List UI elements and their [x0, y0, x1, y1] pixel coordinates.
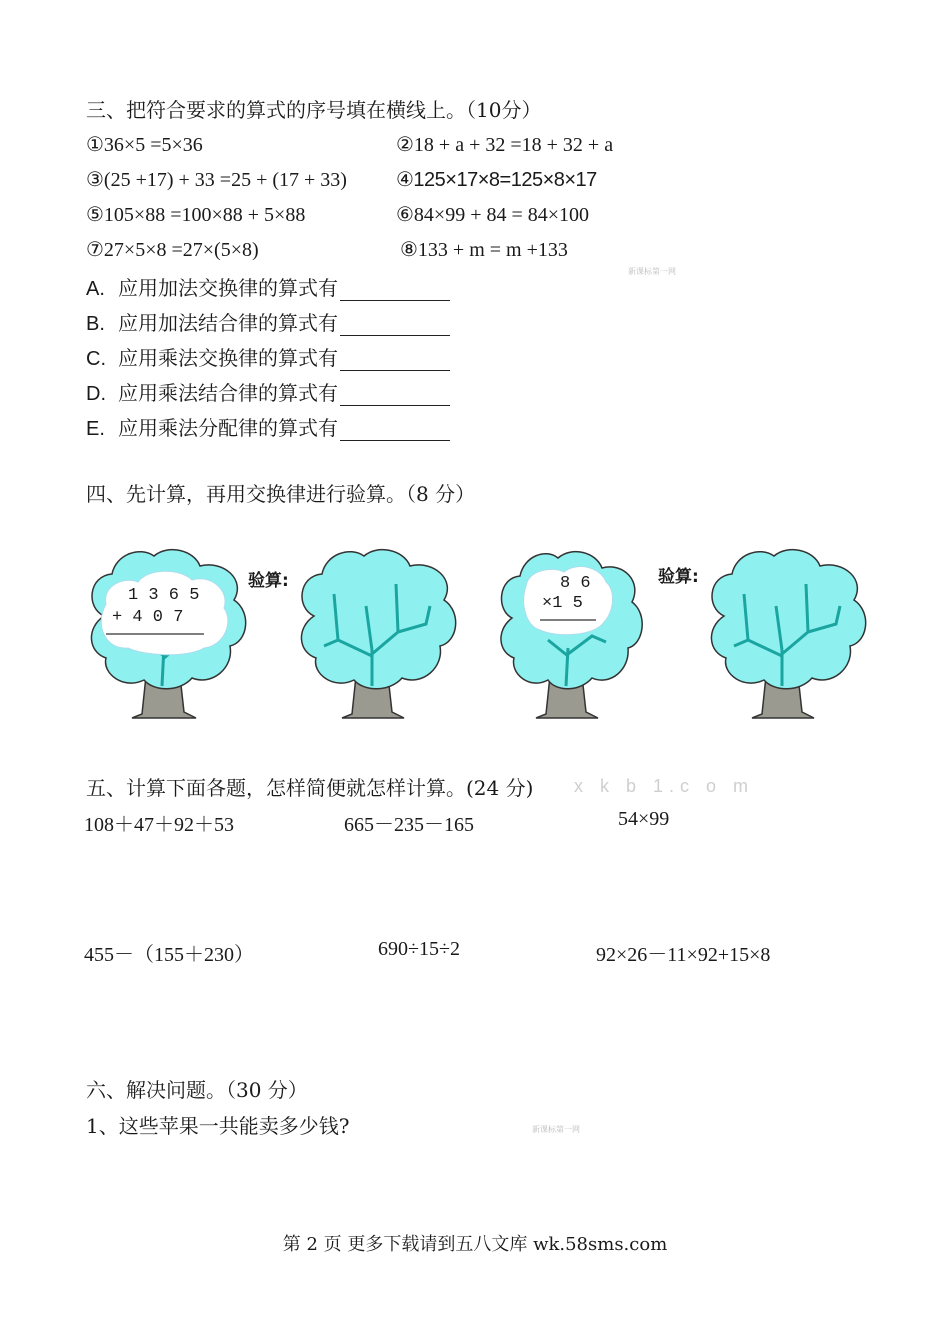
option-a [86, 272, 450, 301]
calc-2: 665－235－165 [344, 814, 474, 836]
option-a-letter: A. [86, 278, 105, 300]
option-e-answer-blank[interactable] [340, 418, 450, 441]
option-a-answer-blank[interactable] [340, 278, 450, 301]
option-b-answer-blank[interactable] [340, 313, 450, 336]
option-c-text: 应用乘法交换律的算式有 [118, 348, 338, 370]
watermark-small-1: 新课标第一网 [628, 267, 676, 276]
option-e-text: 应用乘法分配律的算式有 [118, 418, 338, 440]
tree-problem-2 [496, 546, 646, 722]
calc-4: 455－（155＋230） [84, 944, 254, 966]
question-1: 1、这些苹果一共能卖多少钱? [86, 1114, 350, 1138]
section5-heading: 五、计算下面各题，怎样简便就怎样计算。(24 分) [86, 776, 534, 800]
page-footer: 第 2 页 更多下载请到五八文库 wk.58sms.com [282, 1234, 668, 1255]
tree-check-2 [704, 546, 870, 722]
problem1-top-number: 1 3 6 5 [128, 586, 200, 605]
option-d-text: 应用乘法结合律的算式有 [118, 383, 338, 405]
option-a-text: 应用加法交换律的算式有 [118, 278, 338, 300]
watermark-small-2: 新课标第一网 [532, 1125, 580, 1134]
problem1-bottom-number: + 4 0 7 [112, 608, 184, 627]
equation-3: ③(25 +17) + 33 =25 + (17 + 33) [86, 169, 347, 191]
problem2-bottom-number: ×1 5 [542, 594, 583, 613]
option-e-letter: E. [86, 418, 105, 440]
tree-problem-1 [84, 546, 254, 722]
tree-check-1 [294, 546, 460, 722]
option-b-letter: B. [86, 313, 105, 335]
option-b-text: 应用加法结合律的算式有 [118, 313, 338, 335]
section6-heading: 六、解决问题。（30 分） [86, 1078, 308, 1102]
calc-6: 92×26－11×92+15×8 [596, 944, 771, 966]
equation-7: ⑦27×5×8 =27×(5×8) [86, 239, 259, 261]
option-d-letter: D. [86, 383, 106, 405]
equation-6: ⑥84×99 + 84 = 84×100 [396, 204, 590, 226]
problem2-top-number: 8 6 [560, 574, 591, 593]
equation-4: ④125×17×8=125×8×17 [396, 169, 597, 191]
check-label-2: 验算: [658, 567, 699, 587]
option-c-letter: C. [86, 348, 106, 370]
section3-heading: 三、把符合要求的算式的序号填在横线上。（10分） [86, 98, 542, 122]
option-b [86, 307, 450, 336]
section4-heading: 四、先计算，再用交换律进行验算。（8 分） [86, 482, 476, 506]
equation-5: ⑤105×88 =100×88 + 5×88 [86, 204, 306, 226]
option-c [86, 342, 450, 371]
calc-3: 54×99 [618, 808, 670, 830]
option-d-answer-blank[interactable] [340, 383, 450, 406]
equation-8: ⑧133 + m = m +133 [400, 239, 568, 261]
option-e [86, 412, 450, 441]
watermark-xkb1: x k b 1.c o m [574, 776, 755, 796]
check-label-1: 验算: [248, 571, 289, 591]
option-d [86, 377, 450, 406]
option-c-answer-blank[interactable] [340, 348, 450, 371]
equation-2: ②18 + a + 32 =18 + 32 + a [396, 134, 614, 156]
calc-5: 690÷15÷2 [378, 938, 460, 960]
equation-1: ①36×5 =5×36 [86, 134, 203, 156]
calc-1: 108＋47＋92＋53 [84, 814, 234, 836]
